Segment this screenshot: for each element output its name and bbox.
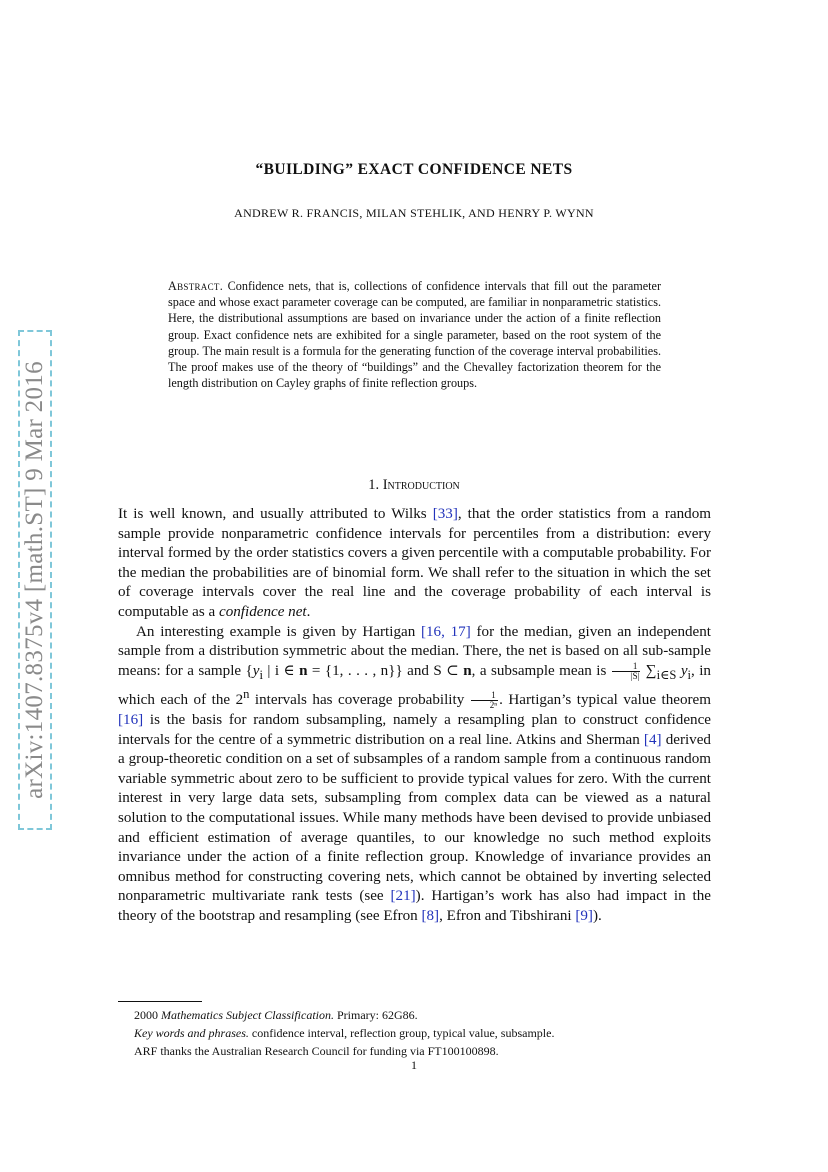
text-run: Primary: 62G86. xyxy=(333,1008,418,1022)
text-run: ). xyxy=(592,907,602,924)
text-run: for the median, given an independent sample from a distribution symmetric about the median. There, the net is based on all sub-sample means: for a sample { xyxy=(118,623,711,679)
text-run: An interesting example is given by Hartigan xyxy=(136,623,421,640)
math: ∑ xyxy=(641,662,657,679)
footnote-msc xyxy=(118,1006,711,1024)
text-run: , in which each of the 2 xyxy=(118,662,711,709)
footnote-rule xyxy=(118,1001,202,1002)
math-bold: n xyxy=(463,662,472,679)
text-run: It is well known, and usually attributed to Wilks xyxy=(118,506,433,522)
fraction-denominator: 2ⁿ xyxy=(489,700,498,711)
citation-link[interactable]: [21] xyxy=(390,888,416,905)
page-number: 1 xyxy=(411,1058,417,1072)
citation-link[interactable]: [16, 17] xyxy=(420,623,471,640)
citation-link[interactable]: [16] xyxy=(118,711,144,728)
footnote-funding: ARF thanks the Australian Research Council for funding via FT100100898. xyxy=(134,1044,499,1058)
math-sub: i∈S xyxy=(656,667,677,682)
fraction-numerator: 1 xyxy=(612,662,641,672)
text-run: , that the order statistics from a random sample provide nonparametric confidence intervals for percentiles from a distribution: every interval formed by the order statistics covers a given percentile with a computable probability. For the median the probabilities are of binomial form. We shall refer to the situation in which the set of coverage intervals cover the real line and the coverage probability of each interval is computable as a xyxy=(118,506,711,620)
text-run: is the basis for random subsampling, namely a resampling plan to construct confidence intervals for the centre of a symmetric distribution on a real line. Atkins and Sherman xyxy=(118,711,711,748)
footnotes xyxy=(118,1006,711,1060)
fraction-numerator: 1 xyxy=(471,691,498,701)
text-run: ). Hartigan’s work has also had impact in the theory of the bootstrap and resampling (see Efron xyxy=(118,888,711,924)
fraction xyxy=(471,691,498,710)
text-run: confidence interval, reflection group, typical value, subsample. xyxy=(248,1026,555,1040)
math: y xyxy=(252,662,260,679)
citation-link[interactable]: [33] xyxy=(432,506,458,522)
section-title: Introduction xyxy=(382,477,460,493)
abstract-label: Abstract. xyxy=(168,279,224,293)
text-run: . xyxy=(306,603,311,620)
math-sub: i xyxy=(259,667,263,682)
footnote-keywords xyxy=(118,1024,711,1042)
emphasis: confidence net xyxy=(219,603,307,620)
section-number: 1. xyxy=(368,477,380,493)
math-sub: i xyxy=(687,667,692,682)
paper-authors: ANDREW R. FRANCIS, MILAN STEHLIK, AND HENRY P. WYNN xyxy=(234,206,594,220)
text-run: derived a group-theoretic condition on a set of subsamples of a random sample from a continuous random variable symmetric about zero to be sufficient to provide typical values for zero. With the current interest in very large data sets, subsampling from complex data can be viewed as a natural solution to the computational issues. While many methods have been devised to provide unbiased and efficient estimation of average quantiles, to our knowledge no such method exploits invariance under the action of a finite reflection group. Knowledge of invariance provides an omnibus method for constructing covering nets, which cannot be obtained by inverting selected nonparametric multivariate rank tests (see xyxy=(118,731,711,905)
citation-link[interactable]: [8] xyxy=(421,907,440,924)
text-run: , a subsample mean is xyxy=(471,662,611,679)
text-run: . Hartigan’s typical value theorem xyxy=(499,692,711,709)
math: | i ∈ xyxy=(262,662,300,679)
math: = {1, . . . , n}} and S ⊂ xyxy=(307,662,464,679)
paragraph-1 xyxy=(118,505,711,623)
footnote-label: Mathematics Subject Classification. xyxy=(161,1008,334,1022)
text-run: , Efron and Tibshirani xyxy=(439,907,576,924)
citation-link[interactable]: [4] xyxy=(643,731,662,748)
math: y xyxy=(676,662,688,679)
abstract xyxy=(168,278,661,391)
math-bold: n xyxy=(299,662,308,679)
footnote-label: Key words and phrases. xyxy=(134,1026,249,1040)
paper-title: “BUILDING” EXACT CONFIDENCE NETS xyxy=(255,161,573,178)
text-run: 2000 xyxy=(134,1008,161,1022)
section-heading xyxy=(0,477,828,494)
arxiv-stamp xyxy=(18,330,52,830)
citation-link[interactable]: [9] xyxy=(575,907,593,924)
fraction-denominator: |S| xyxy=(630,670,640,681)
math-sup: n xyxy=(243,687,250,702)
fraction xyxy=(612,662,641,681)
arxiv-id[interactable]: arXiv:1407.8375v4 [math.ST] 9 Mar 2016 xyxy=(21,361,49,799)
body-text xyxy=(118,505,711,927)
paragraph-2 xyxy=(118,623,711,927)
text-run: intervals has coverage probability xyxy=(249,692,470,709)
abstract-text: Confidence nets, that is, collections of confidence intervals that fill out the parameter space and whose exact parameter coverage can be computed, are familiar in nonparametric statistics. Here, the distributional assumptions are based on invariance under the action of a finite reflection group. Exact confidence nets are exhibited for a single parameter, based on the root system of the group. The main result is a formula for the generating function of the coverage interval probabilities. The proof makes use of the theory of “buildings” and the Chevalley factorization theorem for the length distribution on Cayley graphs of finite reflection groups. xyxy=(168,279,661,391)
